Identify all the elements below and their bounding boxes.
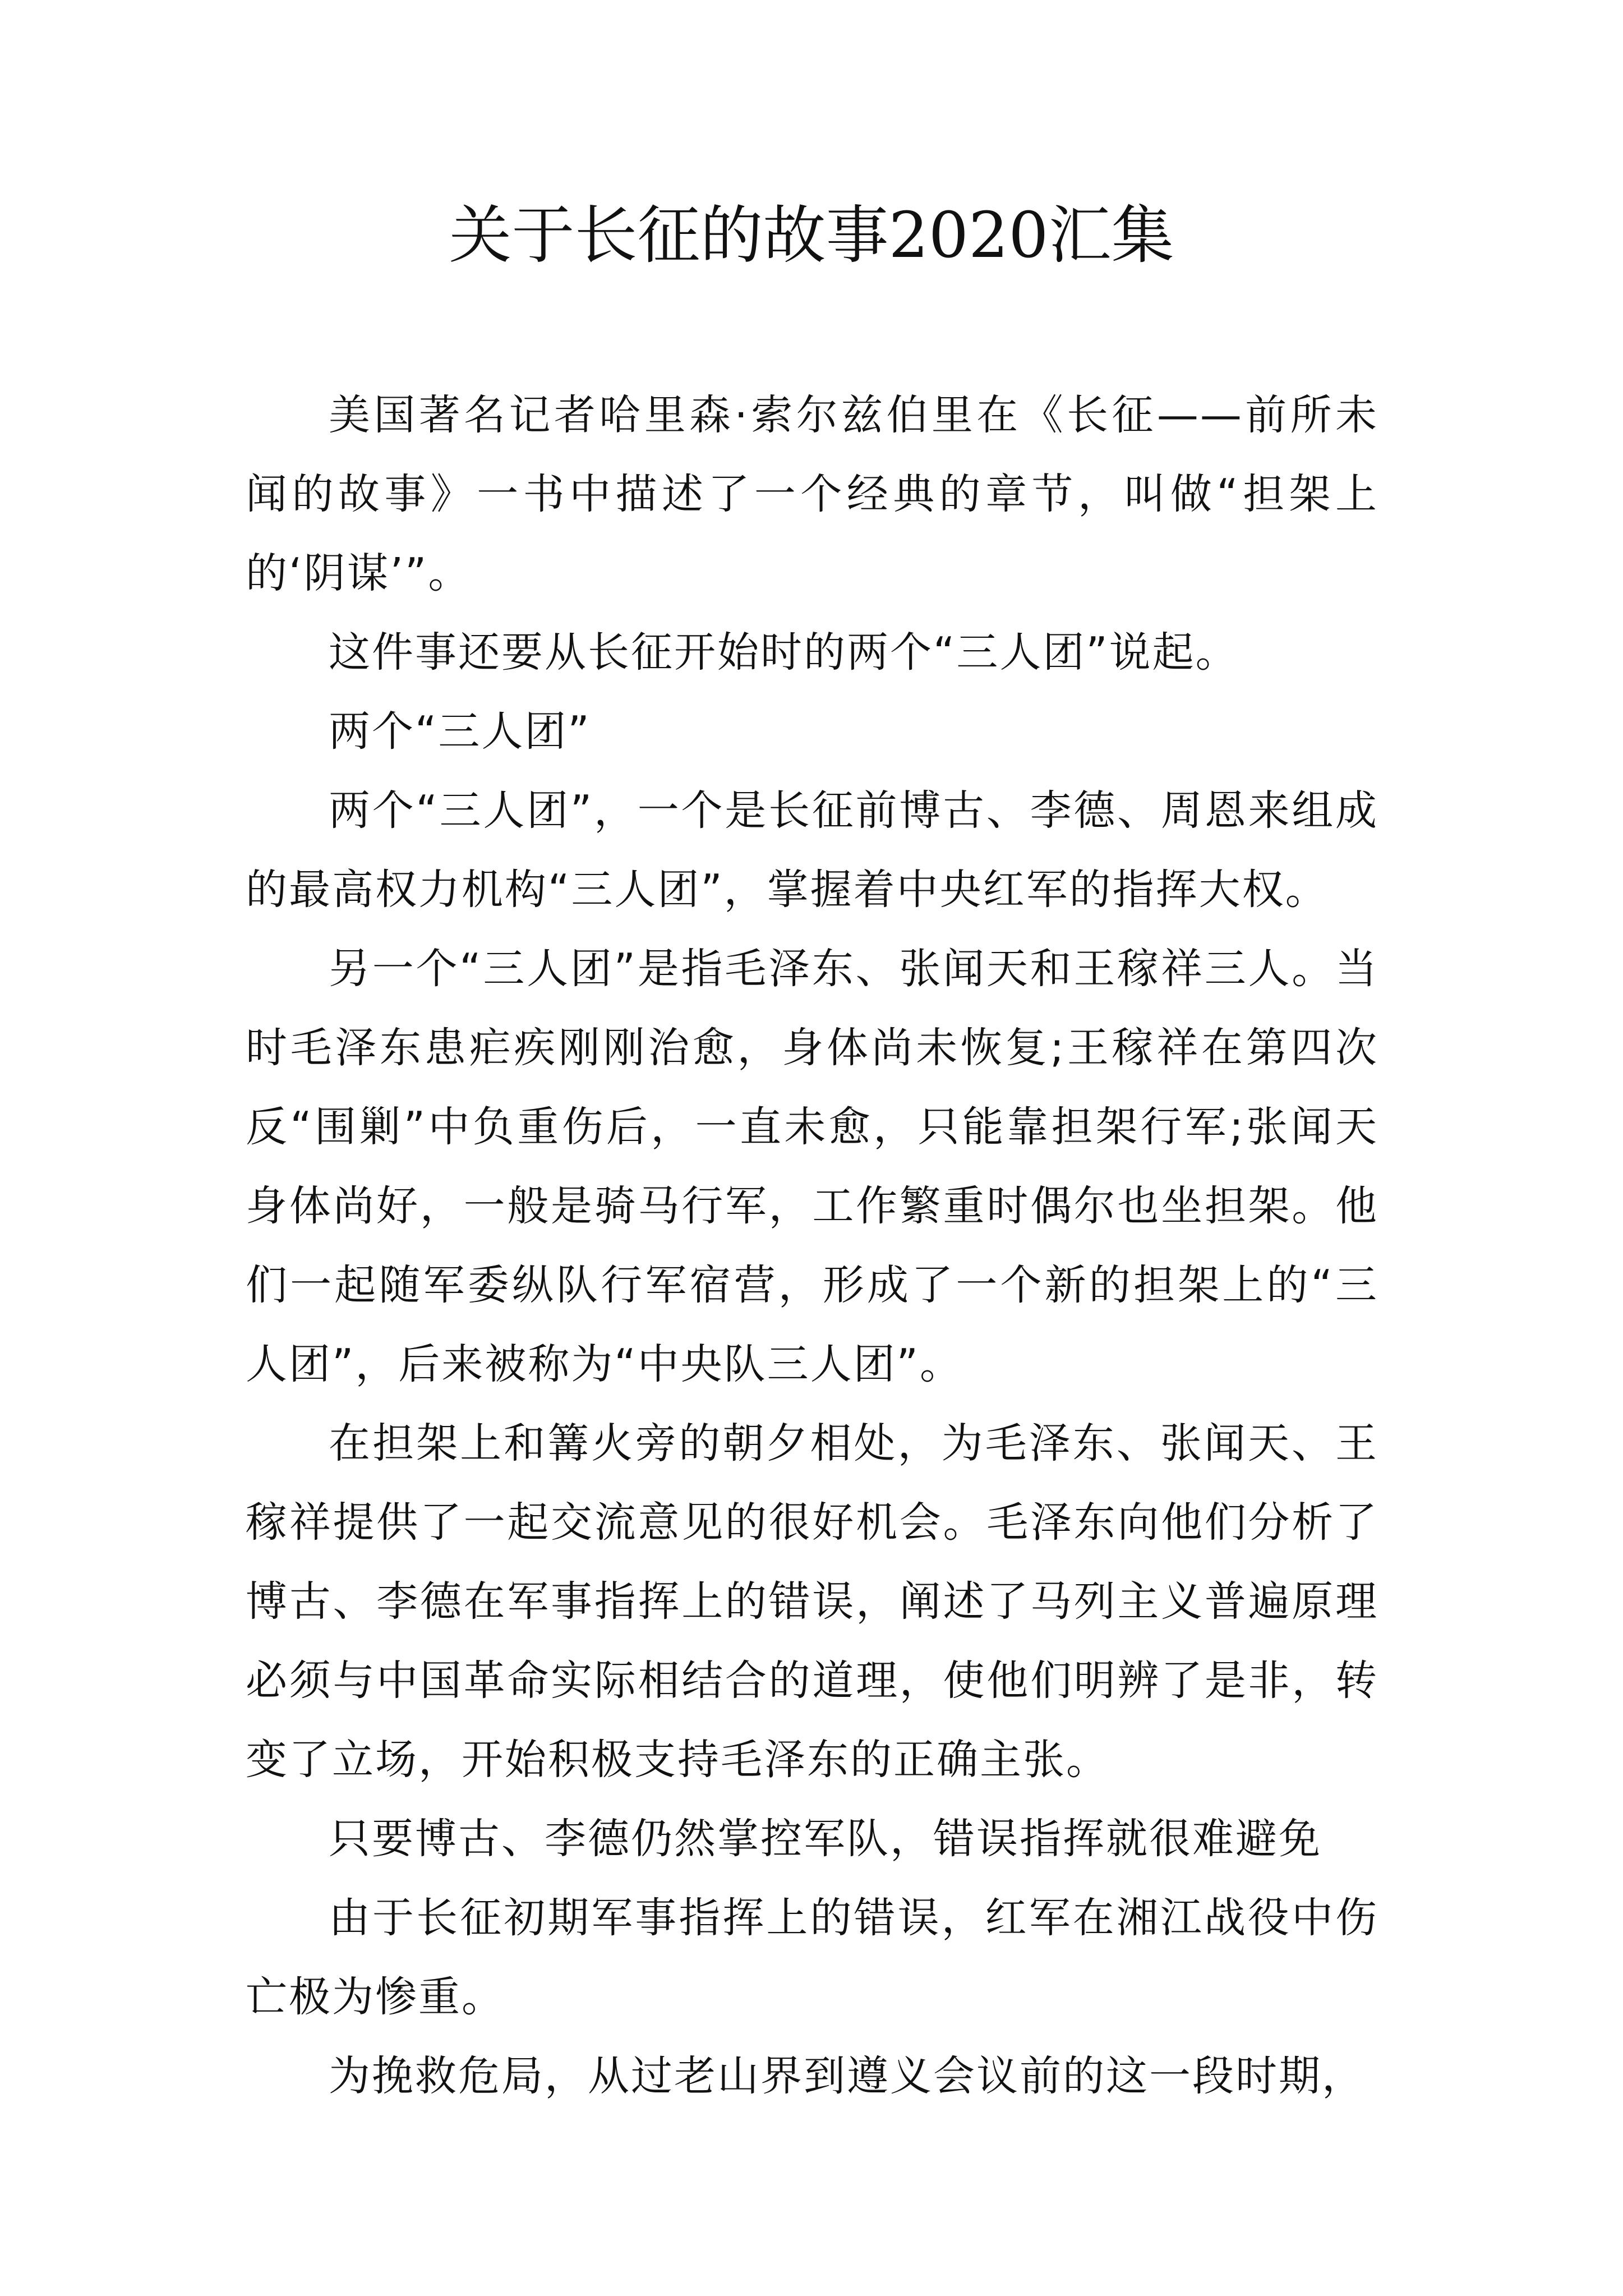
paragraph: 这件事还要从长征开始时的两个“三人团”说起。 [329, 628, 1239, 677]
paragraph: 两个“三人团”，一个是长征前博古、李德、周恩来组成的最高权力机构“三人团”，掌握着中央红军的指挥大权。 [246, 786, 1378, 914]
paragraph: 为挽救危局，从过老山界到遵义会议前的这一段时期， [329, 2052, 1365, 2100]
document-title: 关于长征的故事2020汇集 [449, 199, 1174, 272]
paragraph: 另一个“三人团”是指毛泽东、张闻天和王稼祥三人。当时毛泽东患疟疾刚刚治愈，身体尚未恢复;王稼祥在第四次反“围剿”中负重伤后，一直未愈，只能靠担架行军;张闻天身体尚好，一般是骑马行军，工作繁重时偶尔也坐担架。他们一起随军委纵队行军宿营，形成了一个新的担架上的“三人团”，后来被称为“中央队三人团”。 [246, 945, 1378, 1388]
section-heading: 只要博古、李德仍然掌控军队，错误指挥就很难避免 [329, 1815, 1322, 1863]
document-body [246, 376, 1378, 2116]
section-heading: 两个“三人团” [329, 707, 591, 756]
paragraph: 在担架上和篝火旁的朝夕相处，为毛泽东、张闻天、王稼祥提供了一起交流意见的很好机会。毛泽东向他们分析了博古、李德在军事指挥上的错误，阐述了马列主义普遍原理必须与中国革命实际相结合的道理，使他们明辨了是非，转变了立场，开始积极支持毛泽东的正确主张。 [246, 1419, 1378, 1784]
paragraph: 由于长征初期军事指挥上的错误，红军在湘江战役中伤亡极为惨重。 [246, 1894, 1378, 2021]
paragraph: 美国著名记者哈里森·索尔兹伯里在《长征——前所未闻的故事》一书中描述了一个经典的章节，叫做“担架上的‘阴谋’”。 [246, 391, 1378, 597]
